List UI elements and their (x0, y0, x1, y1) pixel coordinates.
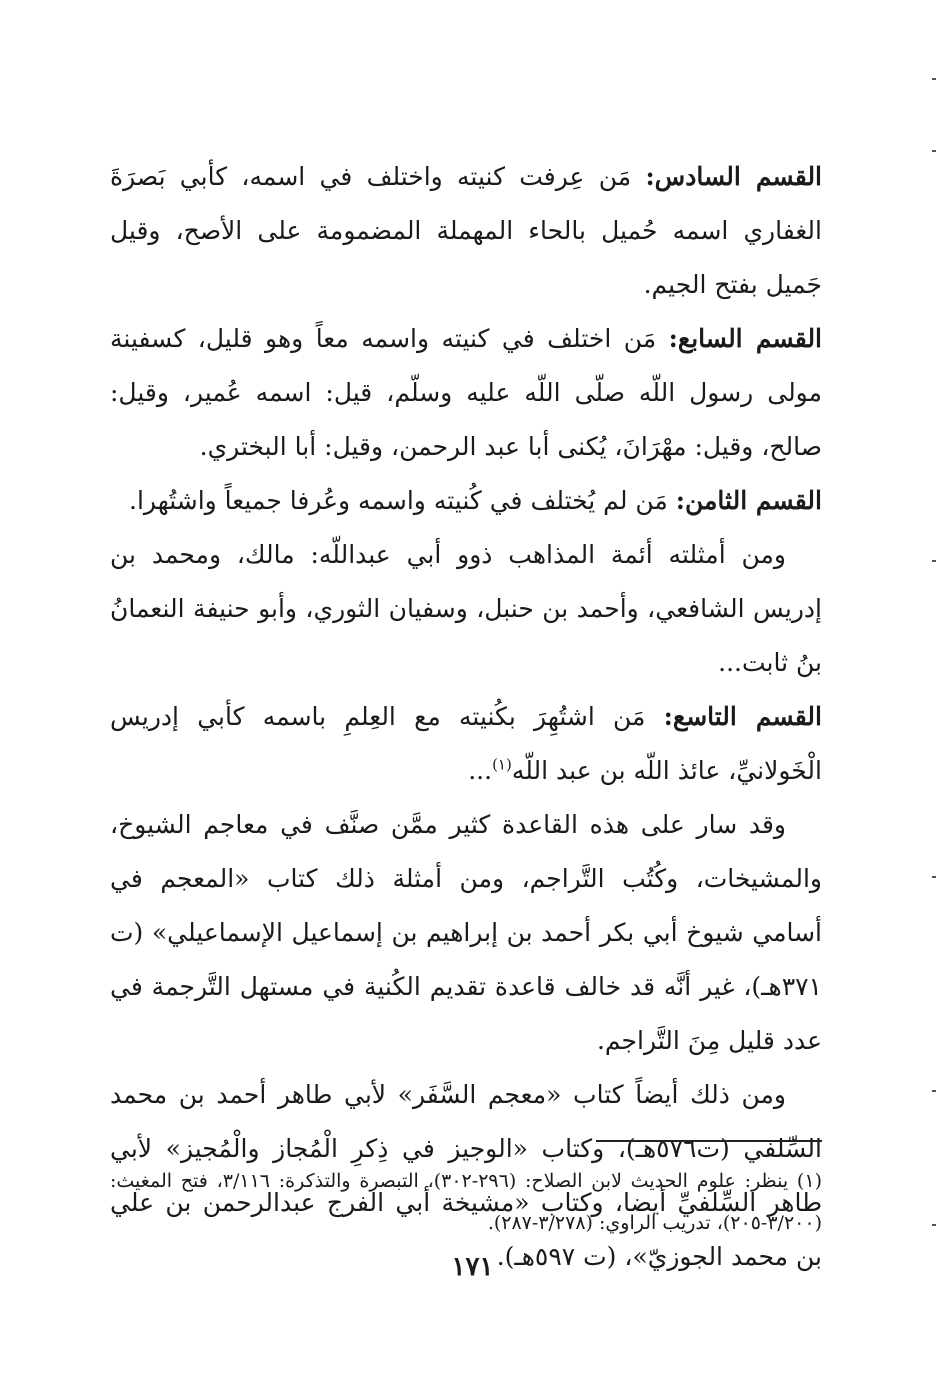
margin-mark (932, 1224, 936, 1226)
footnote-marker: (١) (492, 755, 512, 774)
section-heading: القسم الثامن: (675, 486, 822, 515)
paragraph-text-end: ... (468, 756, 493, 785)
paragraph-section-6 (110, 150, 822, 312)
margin-mark (932, 78, 936, 80)
page-number: ١٧١ (451, 1252, 494, 1282)
section-heading: القسم التاسع: (663, 702, 822, 731)
margin-mark (932, 876, 936, 878)
paragraph-text: ومن ذلك أيضاً كتاب «معجم السَّفَر» لأبي طاهر أحمد بن محمد السِّلفي (ت٥٧٦هـ)، وكتاب «الوجيز في ذِكرِ الْمُجاز والْمُجيز» لأبي طاهر السِّلفيِّ أيضا، وكتاب «مشيخة أبي الفرج عبدالرحمن بن علي بن محمد الجوزيّ»، (ت ٥٩٧هـ). (110, 1080, 822, 1271)
paragraph-text: مَن اشتُهِرَ بكُنيته مع العِلمِ باسمه كأبي إدريس الْخَولانيِّ، عائذ اللّه بن عبد اللّه (110, 702, 822, 785)
paragraph-text: مَن لم يُختلف في كُنيته واسمه وعُرفا جميعاً واشتُهرا. (129, 486, 676, 515)
margin-mark (932, 560, 936, 562)
paragraph-text: مَن اختلف في كنيته واسمه معاً وهو قليل، كسفينة مولى رسول اللّه صلّى اللّه عليه وسلّم، قيل: اسمه عُمير، وقيل: صالح، وقيل: مهْرَانَ، يُكنى أبا عبد الرحمن، وقيل: أبا البختري. (110, 324, 822, 461)
paragraph-rule (110, 798, 822, 1068)
main-text (110, 150, 822, 1284)
footnote: (١) ينظر: علوم الحديث لابن الصلاح: (٢٩٦-٣٠٢)، التبصرة والتذكرة: ٣/١١٦، فتح المغيث: (٣/٢٠٠-٢٠٥)، تدريب الراوي: (٣/٢٧٨-٢٨٧). (110, 1170, 822, 1234)
margin-mark (932, 150, 936, 152)
margin-mark (932, 1090, 936, 1092)
paragraph-text: وقد سار على هذه القاعدة كثير ممَّن صنَّف في معاجم الشيوخ، والمشيخات، وكُتُب التَّراجم، ومن أمثلة ذلك كتاب «المعجم في أسامي شيوخ أبي بكر أحمد بن إبراهيم بن إسماعيل الإسماعيلي» (ت ٣٧١هـ)، غير أنَّه قد خالف قاعدة تقديم الكُنية في مستهل التَّرجمة في عدد قليل مِنَ التَّراجم. (110, 810, 822, 1055)
paragraph-section-9 (110, 690, 822, 798)
footnote-divider (596, 1140, 822, 1142)
section-heading: القسم السابع: (668, 324, 823, 353)
paragraph-section-7 (110, 312, 822, 474)
paragraph-section-8 (110, 474, 822, 528)
section-heading: القسم السادس: (645, 162, 823, 191)
paragraph-examples (110, 528, 822, 690)
paragraph-text: ومن أمثلته أئمة المذاهب ذوو أبي عبداللّه: مالك، ومحمد بن إدريس الشافعي، وأحمد بن حنبل، وسفيان الثوري، وأبو حنيفة النعمانُ بنُ ثابت... (110, 540, 822, 677)
paragraph-text: مَن عِرفت كنيته واختلف في اسمه، كأبي بَصرَةَ الغفاري اسمه حُميل بالحاء المهملة المضمومة على الأصح، وقيل جَميل بفتح الجيم. (110, 162, 822, 299)
